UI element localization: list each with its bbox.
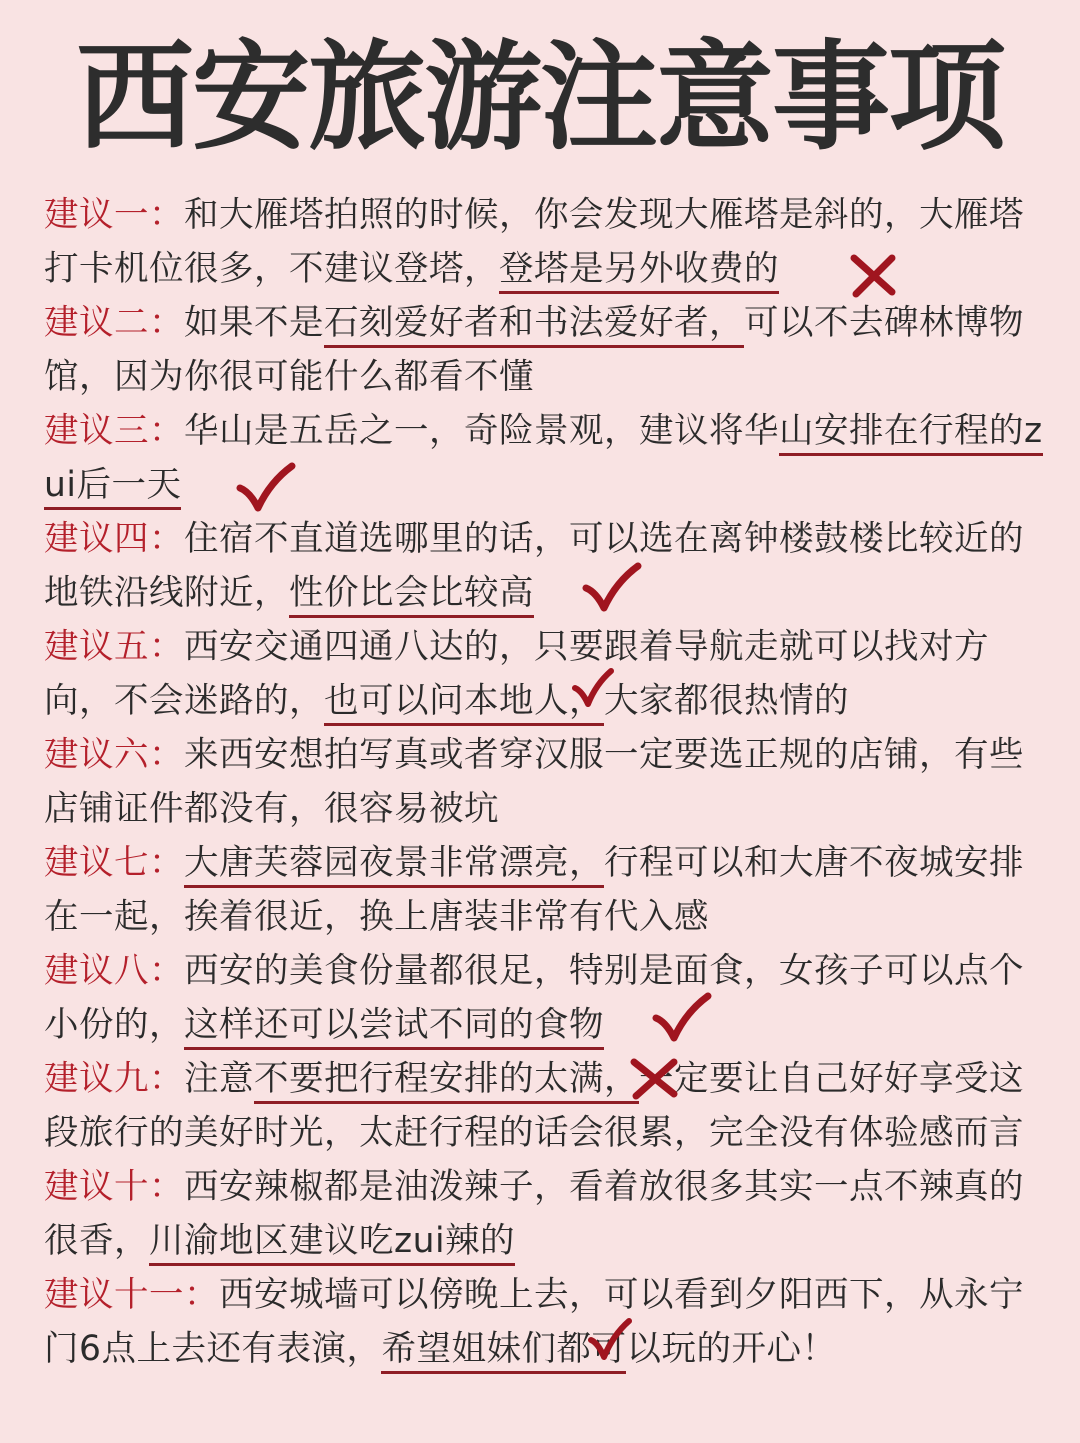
- tip-text-rest: 大家都很热情的: [604, 681, 849, 721]
- cross-mark-icon: [848, 252, 898, 298]
- tip-item: [44, 512, 1044, 620]
- tip-item: [44, 944, 1044, 1052]
- tip-label: 建议三：: [44, 411, 184, 451]
- tip-text: 西安辣椒都是油泼辣子，看着放很多其实一点不辣真的很香，: [44, 1167, 1024, 1261]
- tip-label: 建议六：: [44, 735, 184, 775]
- tip-text: 和大雁塔拍照的时候，你会发现大雁塔是斜的，大雁塔打卡机位很多，不建议登塔，: [44, 195, 1024, 289]
- tip-label: 建议一：: [44, 195, 184, 235]
- tip-highlight: 这样还可以尝试不同的食物: [184, 1005, 604, 1050]
- tip-label: 建议二：: [44, 303, 184, 343]
- tip-item: [44, 1160, 1044, 1268]
- check-mark-icon: [652, 992, 712, 1044]
- tip-item: [44, 836, 1044, 944]
- tip-highlight: 性价比会比较高: [289, 573, 534, 618]
- tip-item: [44, 1052, 1044, 1160]
- cross-mark-icon: [628, 1056, 680, 1100]
- tip-highlight: 山安排在行程的zui后一天: [44, 411, 1043, 510]
- tip-label: 建议十一：: [44, 1275, 219, 1315]
- tip-label: 建议九：: [44, 1059, 184, 1099]
- tip-highlight: 不要把行程安排的太满，: [254, 1059, 639, 1104]
- tip-highlight: 也可以问本地人，: [324, 681, 604, 726]
- tips-list: [44, 188, 1044, 1376]
- tip-text: 如果不是: [184, 303, 324, 343]
- check-mark-icon: [236, 462, 296, 514]
- tip-text-rest: 一定要让自己好好享受这段旅行的美好时光，太赶行程的话会很累，完全没有体验感而言: [44, 1059, 1024, 1153]
- tip-highlight: 登塔是另外收费的: [499, 249, 779, 294]
- tip-item: [44, 404, 1044, 512]
- tip-highlight: 川渝地区建议吃zui辣的: [149, 1221, 515, 1266]
- tip-label: 建议八：: [44, 951, 184, 991]
- page-title: 西安旅游注意事项: [75, 28, 1004, 166]
- check-mark-icon: [572, 668, 614, 708]
- tip-label: 建议十：: [44, 1167, 184, 1207]
- tip-text: 来西安想拍写真或者穿汉服一定要选正规的店铺，有些店铺证件都没有，很容易被坑: [44, 735, 1024, 829]
- tip-text: 注意: [184, 1059, 254, 1099]
- tip-text-rest: 行程可以和大唐不夜城安排在一起，挨着很近，换上唐装非常有代入感: [44, 843, 1024, 937]
- tip-label: 建议七：: [44, 843, 184, 883]
- tip-item: [44, 1268, 1044, 1376]
- tip-text: 住宿不直道选哪里的话，可以选在离钟楼鼓楼比较近的地铁沿线附近，: [44, 519, 1024, 613]
- tip-highlight: 希望姐妹们都可: [381, 1329, 626, 1374]
- check-mark-icon: [582, 562, 642, 614]
- tip-label: 建议四：: [44, 519, 184, 559]
- tip-text: 西安城墙可以傍晚上去，可以看到夕阳西下，从永宁门6点上去还有表演，: [44, 1275, 1024, 1369]
- check-mark-icon: [588, 1318, 632, 1362]
- tip-item: [44, 620, 1044, 728]
- tip-item: [44, 728, 1044, 836]
- tip-text-rest: 可以不去碑林博物馆，因为你很可能什么都看不懂: [44, 303, 1024, 397]
- tip-item: [44, 296, 1044, 404]
- tip-text: 西安交通四通八达的，只要跟着导航走就可以找对方向，不会迷路的，: [44, 627, 989, 721]
- tip-highlight: 石刻爱好者和书法爱好者，: [324, 303, 744, 348]
- tip-text: 西安的美食份量都很足，特别是面食，女孩子可以点个小份的，: [44, 951, 1024, 1045]
- tip-highlight: 大唐芙蓉园夜景非常漂亮，: [184, 843, 604, 888]
- tip-label: 建议五：: [44, 627, 184, 667]
- tip-text-rest: 以玩的开心！: [626, 1329, 837, 1369]
- tip-text: 华山是五岳之一，奇险景观，建议将华: [184, 411, 779, 451]
